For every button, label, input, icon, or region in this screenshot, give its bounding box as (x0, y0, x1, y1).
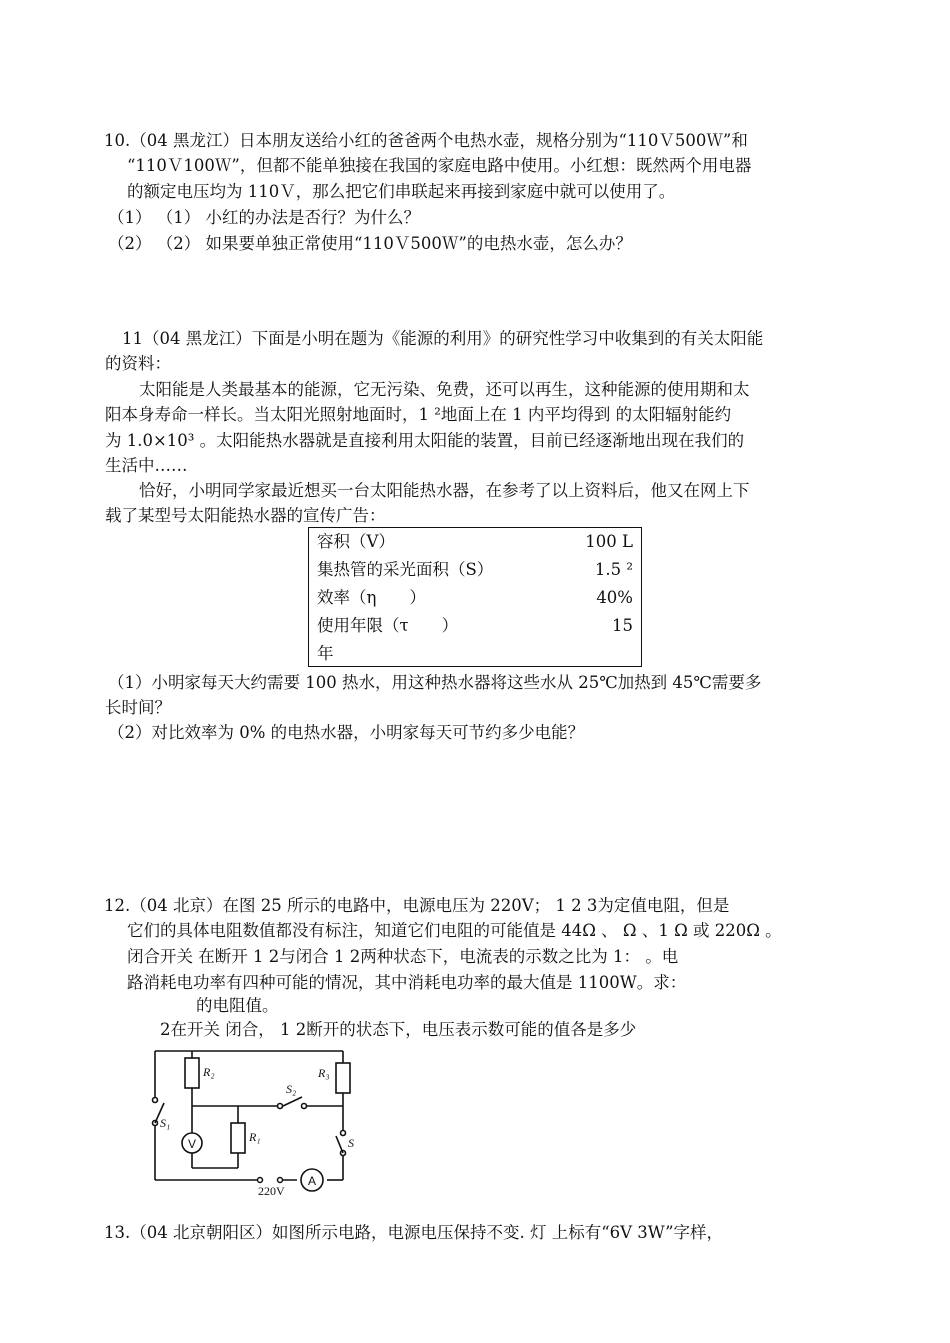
spec-label: 容积（V） (317, 532, 395, 551)
q11-line6: 生活中…… (105, 456, 188, 475)
terminal-left (258, 1178, 263, 1183)
label-s: S (348, 1136, 354, 1150)
q12-line2: 它们的具体电阻数值都没有标注，知道它们电阻的可能值是 44Ω 、 Ω 、1 Ω 或 220Ω 。 (127, 921, 782, 940)
resistor-r3 (336, 1063, 350, 1093)
spec-value: 100 L (585, 532, 633, 551)
resistor-r2 (185, 1058, 199, 1088)
spec-row-overflow (317, 640, 633, 668)
q12-line3: 闭合开关 在断开 1 2与闭合 1 2两种状态下，电流表的示数之比为 1： 。电 (127, 947, 679, 966)
spec-label: 效率（η ） (317, 588, 426, 607)
spec-overflow-text: 年 (317, 644, 334, 663)
q12-line5: 的电阻值。 (196, 996, 279, 1015)
resistor-r1 (231, 1123, 245, 1153)
q12-line6: 2在开关 闭合， 1 2断开的状态下，电压表示数可能的值各是多少 (160, 1020, 637, 1039)
q11-sub2: （2）对比效率为 0% 的电热水器，小明家每天可节约多少电能？ (108, 723, 585, 742)
q11-line5: 为 1.0×10³ 。太阳能热水器就是直接利用太阳能的装置，目前已经逐渐地出现在我们的 (105, 431, 745, 450)
q10-sub1: （1） （1） 小红的办法是否行？为什么？ (108, 208, 420, 227)
q11-line4: 阳本身寿命一样长。当太阳光照射地面时，1 ²地面上在 1 内平均得到 的太阳辐射能约 (105, 405, 732, 424)
terminal-right (278, 1178, 283, 1183)
q11-line7: 恰好，小明同学家最近想买一台太阳能热水器，在参考了以上资料后，他又在网上下 (139, 481, 750, 500)
spec-value: 1.5 ² (594, 560, 633, 579)
q10-line3: 的额定电压均为 110Ｖ，那么把它们串联起来再接到家庭中就可以使用了。 (127, 182, 676, 201)
label-r1: R₁ (249, 1130, 261, 1144)
q12-line4: 路消耗电功率有四种可能的情况，其中消耗电功率的最大值是 1100W。求： (127, 973, 687, 992)
spec-table (308, 527, 642, 667)
q10-line2: “110Ｖ100Ｗ”，但都不能单独接在我国的家庭电路中使用。小红想：既然两个用电器 (127, 156, 752, 175)
label-s1: S₁ (160, 1116, 171, 1130)
switch-s (336, 1131, 346, 1156)
q11-sub1b: 长时间？ (105, 698, 171, 717)
q12-line1: 12.（04 北京）在图 25 所示的电路中，电源电压为 220V； 1 2 3为定值电阻，但是 (104, 896, 730, 915)
spec-row-lifespan (317, 612, 633, 640)
ammeter-label: A (307, 1174, 317, 1188)
q11-sub1a: （1）小明家每天大约需要 100 热水，用这种热水器将这些水从 25℃加热到 45℃需要多 (108, 673, 762, 692)
q10-sub2: （2） （2） 如果要单独正常使用“110Ｖ500Ｗ”的电热水壶，怎么办？ (108, 234, 632, 253)
spec-label: 集热管的采光面积（S） (317, 560, 494, 579)
spec-label: 使用年限（τ ） (317, 616, 459, 635)
label-s2: S₂ (286, 1082, 297, 1096)
q11-line1: 11（04 黑龙江）下面是小明在题为《能源的利用》的研究性学习中收集到的有关太阳能 (122, 329, 764, 348)
spec-row-area (317, 556, 633, 584)
spec-value: 40% (596, 588, 633, 607)
q11-line2: 的资料： (105, 354, 171, 373)
label-r2: R₂ (203, 1065, 215, 1079)
spec-row-efficiency (317, 584, 633, 612)
voltmeter-label: V (187, 1137, 197, 1151)
switch-s2 (278, 1097, 307, 1109)
spec-row-capacity (317, 528, 633, 556)
label-supply: 220V (258, 1184, 285, 1198)
label-r3: R₃ (318, 1066, 330, 1080)
spec-value: 15 (612, 616, 633, 635)
q13-line1: 13.（04 北京朝阳区）如图所示电路，电源电压保持不变. 灯 上标有“6V 3W”字样， (104, 1223, 724, 1242)
q11-line8: 载了某型号太阳能热水器的宣传广告： (105, 506, 386, 525)
q10-line1: 10.（04 黑龙江）日本朋友送给小红的爸爸两个电热水壶，规格分别为“110Ｖ500Ｗ”和 (104, 131, 748, 150)
q11-line3: 太阳能是人类最基本的能源，它无污染、免费，还可以再生，这种能源的使用期和太 (139, 380, 750, 399)
circuit-diagram (140, 1043, 365, 1198)
